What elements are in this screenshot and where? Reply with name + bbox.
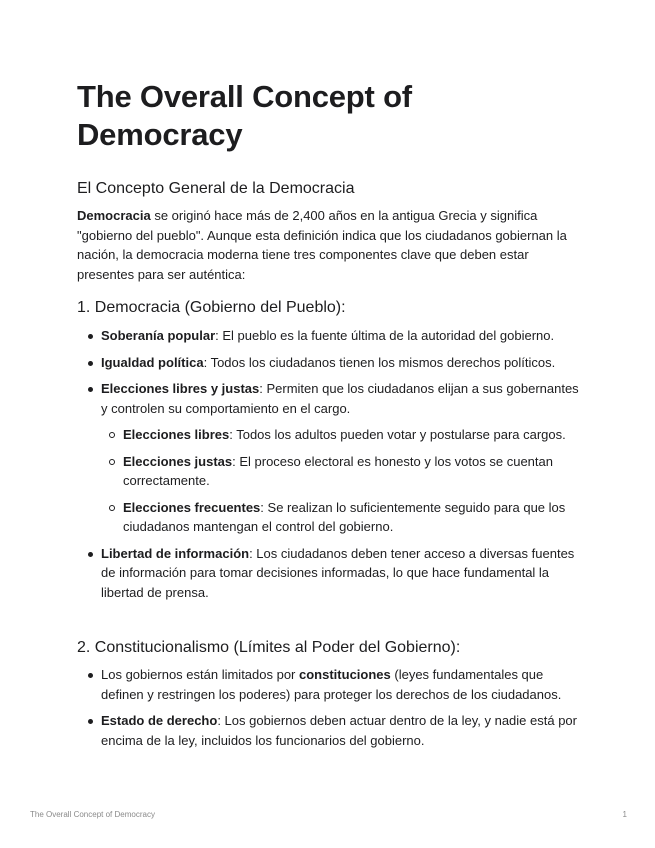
sublist-item-term: Elecciones frecuentes xyxy=(123,499,261,515)
list-item xyxy=(77,711,582,750)
list-item-text: : Los ciudadanos deben tener acceso a diversas fuentes de información para tomar decisiones informadas, lo que hace fundamental la libertad de prensa. xyxy=(101,545,575,600)
list-item-term: Elecciones libres y justas xyxy=(101,381,260,396)
list-item-term: Soberanía popular xyxy=(101,328,216,343)
sublist-item xyxy=(101,452,582,491)
list-item-term: Estado de derecho xyxy=(101,713,218,728)
section-2-heading: 2. Constitucionalismo (Límites al Poder del Gobierno): xyxy=(77,639,461,656)
list-item xyxy=(77,544,582,603)
list-item-text: : El pueblo es la fuente última de la autoridad del gobierno. xyxy=(215,328,555,343)
sublist-item-term: Elecciones justas xyxy=(123,453,233,469)
sublist-item xyxy=(101,425,582,445)
list-item xyxy=(77,353,582,373)
section-1-heading: 1. Democracia (Gobierno del Pueblo): xyxy=(77,299,346,316)
list-item-term: constituciones xyxy=(299,667,391,682)
elections-sublist xyxy=(101,425,582,537)
list-item xyxy=(77,379,582,537)
sublist-item-text: : Todos los adultos pueden votar y postularse para cargos. xyxy=(229,427,566,442)
sublist-item-term: Elecciones libres xyxy=(123,427,230,442)
list-item xyxy=(77,326,582,346)
intro-text: se originó hace más de 2,400 años en la antigua Grecia y significa "gobierno del pueblo". Aunque esta definición indica que los ciudadanos gobiernan la nación, la democracia moderna tiene tres componentes clave que deben estar presentes para ser auténtica: xyxy=(77,208,567,282)
list-item xyxy=(77,665,582,704)
document-subtitle: El Concepto General de la Democracia xyxy=(77,180,355,197)
list-item-term: Igualdad política xyxy=(101,354,204,370)
intro-paragraph xyxy=(77,206,582,284)
list-item-text: (leyes fundamentales que definen y restringen los poderes) para proteger los derechos de los ciudadanos. xyxy=(101,667,562,702)
list-item-text: : Los gobiernos deben actuar dentro de la ley, y nadie está por encima de la ley, incluidos los funcionarios del gobierno. xyxy=(101,713,577,748)
section-2-list xyxy=(77,665,582,757)
list-item-prefix: Los gobiernos están limitados por xyxy=(101,667,300,682)
page-number: 1 xyxy=(622,810,627,819)
intro-bold-term: Democracia xyxy=(77,208,151,223)
section-1-list xyxy=(77,326,582,609)
sublist-item-text: : El proceso electoral es honesto y los votos se cuentan correctamente. xyxy=(123,453,553,488)
list-item-term: Libertad de información xyxy=(101,545,250,561)
list-item-text: : Todos los ciudadanos tienen los mismos derechos políticos. xyxy=(203,354,556,370)
footer-title: The Overall Concept of Democracy xyxy=(30,810,155,819)
document-title: The Overall Concept of Democracy xyxy=(77,79,412,152)
sublist-item-text: : Se realizan lo suficientemente seguido para que los ciudadanos mantengan el control del gobierno. xyxy=(123,499,566,534)
list-item-text: : Permiten que los ciudadanos elijan a sus gobernantes y controlen su comportamiento en el cargo. xyxy=(101,381,579,416)
sublist-item xyxy=(101,498,582,537)
